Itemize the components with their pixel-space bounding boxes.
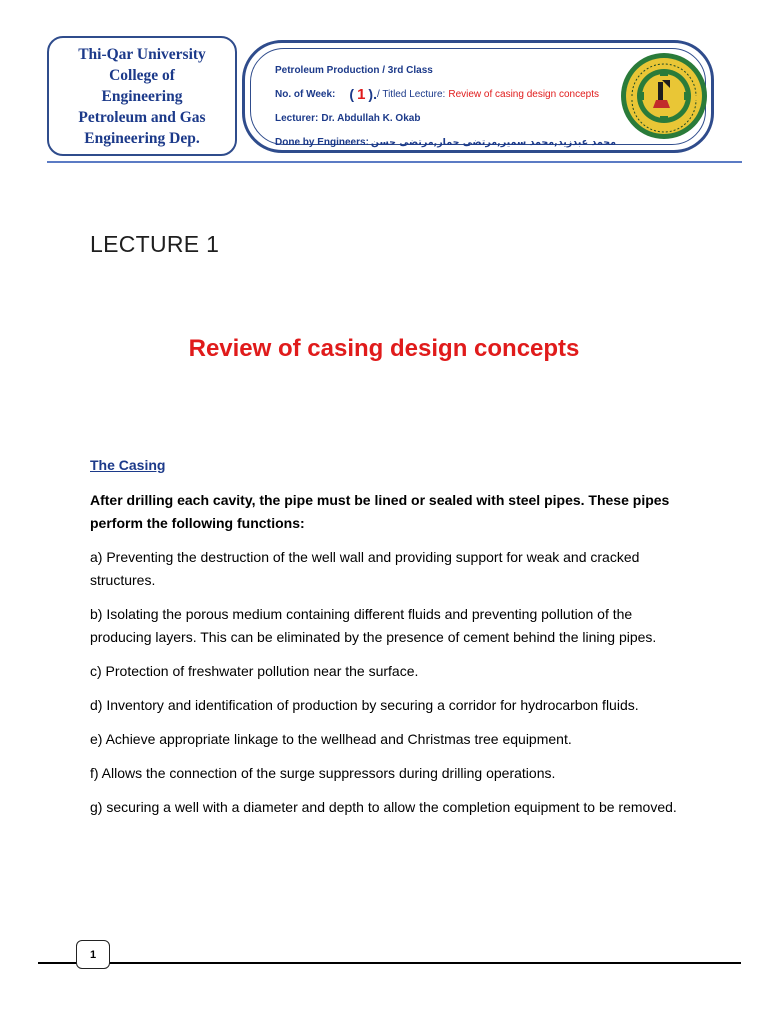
week-close-paren: ). — [368, 86, 377, 102]
institution-box — [47, 36, 237, 156]
institution-line: College of — [109, 66, 175, 84]
done-by-names: محمد عبدزيد,محمد سمير,مرتضى حمار,مرتضى حسن — [370, 136, 616, 148]
intro-paragraph: After drilling each cavity, the pipe must be lined or sealed with steel pipes. These pipes perform the following functions: — [90, 492, 670, 531]
lecturer-label: Lecturer: — [275, 112, 319, 124]
done-by-label: Done by Engineers: — [275, 136, 369, 148]
institution-line: Thi-Qar University — [78, 45, 206, 63]
page-number: 1 — [76, 940, 110, 969]
list-item: b) Isolating the porous medium containing different fluids and preventing pollution of the producing layers. This can be eliminated by the presence of cement behind the lining pipes. — [90, 606, 657, 645]
institution-line: Petroleum and Gas — [78, 108, 206, 126]
function-list — [90, 546, 690, 830]
course-name: Petroleum Production / 3rd Class — [275, 64, 433, 76]
list-item: f) Allows the connection of the surge suppressors during drilling operations. — [90, 765, 556, 781]
lecturer-line — [275, 106, 635, 130]
college-seal-icon — [620, 52, 708, 140]
list-item: g) securing a well with a diameter and depth to allow the completion equipment to be removed. — [90, 799, 677, 815]
footer-divider — [38, 962, 741, 964]
lecture-label: LECTURE 1 — [90, 231, 220, 257]
week-open-paren: ( — [349, 86, 355, 102]
institution-line: Engineering Dep. — [84, 129, 200, 147]
week-number: 1 — [357, 85, 366, 103]
list-item: c) Protection of freshwater pollution near the surface. — [90, 663, 419, 679]
lecture-title-header: Review of casing design concepts — [448, 88, 599, 100]
section-heading: The Casing — [90, 457, 166, 473]
course-info-lines — [275, 58, 635, 154]
list-item: a) Preventing the destruction of the well wall and providing support for weak and cracked structures. — [90, 549, 640, 588]
list-item: e) Achieve appropriate linkage to the wellhead and Christmas tree equipment. — [90, 731, 572, 747]
course-line — [275, 58, 635, 82]
document-title: Review of casing design concepts — [188, 335, 580, 362]
list-item: d) Inventory and identification of production by securing a corridor for hydrocarbon fluids. — [90, 697, 639, 713]
week-label: No. of Week: — [275, 88, 336, 100]
done-by-line — [275, 130, 635, 154]
lecturer-name: Dr. Abdullah K. Okab — [321, 112, 421, 124]
week-line — [275, 82, 635, 106]
header-divider — [47, 161, 742, 163]
titled-lecture-label: / Titled Lecture: — [376, 88, 446, 100]
institution-line: Engineering — [101, 87, 183, 105]
